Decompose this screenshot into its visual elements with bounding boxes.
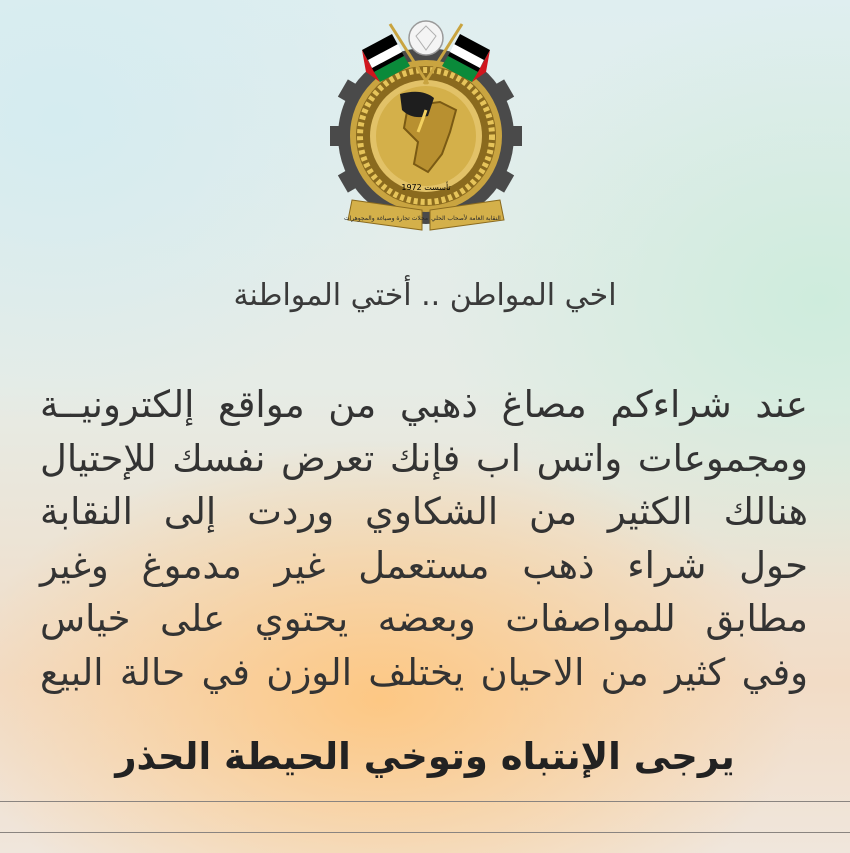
notice-line: وفي كثير من الاحيان يختلف الوزن في حالة البيع — [40, 650, 808, 694]
logo-ribbon-right: النقابة العامة لأصحاب الحلي — [431, 215, 501, 222]
notice-line: هنالك الكثير من الشكاوي وردت إلى النقابة — [40, 490, 808, 533]
notice-body — [40, 378, 808, 699]
diamond-icon — [409, 21, 443, 55]
notice-line: عند شراءكم مصاغ ذهبي من مواقع إلكترونيــة — [40, 383, 808, 426]
notice-line: مطابق للمواصفات وبعضه يحتوي على خياس — [40, 597, 808, 640]
divider-line — [0, 832, 850, 833]
divider-line — [0, 801, 850, 802]
notice-line: ومجموعات واتس اب فإنك تعرض نفسك للإحتيال — [40, 436, 808, 480]
logo-ribbon-left: محلات تجارة وصياغة والمجوهرات — [343, 215, 429, 222]
union-logo — [330, 14, 522, 236]
warning-text: يرجى الإنتباه وتوخي الحيطة الحذر — [115, 735, 735, 778]
logo-year: تأسست 1972 — [401, 183, 451, 192]
greeting-heading: اخي المواطن .. أختي المواطنة — [233, 278, 617, 313]
notice-line: حول شراء ذهب مستعمل غير مدموغ وغير — [40, 543, 808, 587]
